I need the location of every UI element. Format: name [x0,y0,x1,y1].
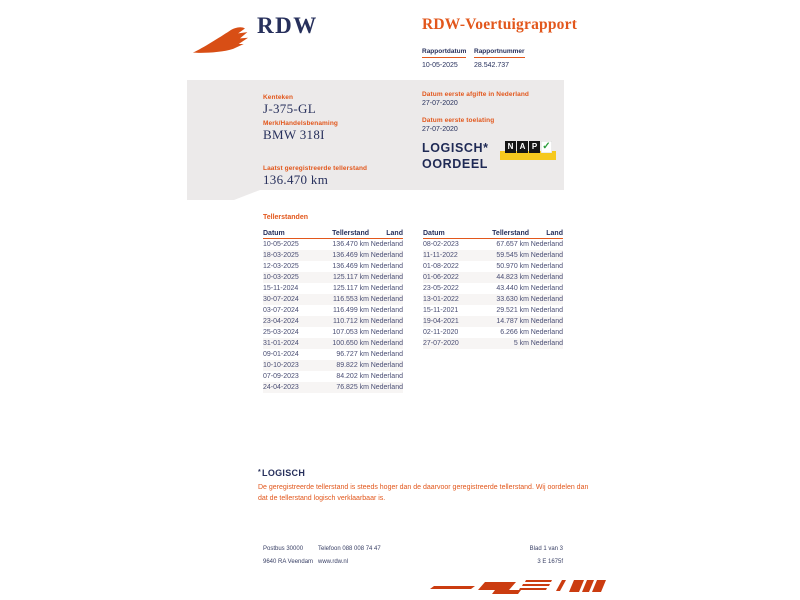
cell-land: Nederland [370,373,403,380]
cell-datum: 24-04-2023 [263,384,299,391]
cell-datum: 03-07-2024 [263,307,299,314]
cell-datum: 23-05-2022 [423,285,459,292]
table-row [263,283,403,294]
table-row [423,338,563,349]
cell-tellerstand: 125.117 km [332,285,369,292]
cell-land: Nederland [530,340,563,347]
cell-datum: 13-01-2022 [423,296,459,303]
cell-tellerstand: 125.117 km [332,274,369,281]
cell-datum: 27-07-2020 [423,340,459,347]
laatste-tellerstand-value: 136.470 km [263,172,329,187]
cell-land: Nederland [530,296,563,303]
table-row [263,239,403,250]
cell-land: Nederland [530,285,563,292]
vehicle-summary-panel [187,80,564,200]
cell-datum: 09-01-2024 [263,351,299,358]
cell-tellerstand: 110.712 km [332,318,369,325]
cell-datum: 15-11-2024 [263,285,299,292]
table-row [263,371,403,382]
cell-datum: 15-11-2021 [423,307,459,314]
merk-label: Merk/Handelsbenaming [263,120,338,127]
cell-tellerstand: 76.825 km [336,384,369,391]
cell-land: Nederland [370,318,403,325]
table-body [263,239,403,393]
cell-land: Nederland [370,274,403,281]
footnote-asterisk: * [258,469,262,476]
header-datum: Datum [263,230,285,237]
cell-land: Nederland [370,329,403,336]
table-row [263,382,403,393]
cell-land: Nederland [530,252,563,259]
cell-datum: 07-09-2023 [263,373,299,380]
cell-datum: 11-11-2022 [423,252,458,259]
footer-city: 9640 RA Veendam [263,558,314,565]
table-row [423,272,563,283]
tellerstanden-tables [263,226,563,393]
footer-form-code: 3 E 1675f [537,558,563,565]
footnote-title [258,468,598,478]
table-row [263,250,403,261]
cell-land: Nederland [370,307,403,314]
footer-address [263,543,313,568]
cell-datum: 10-05-2025 [263,241,299,248]
table-row [423,250,563,261]
cell-tellerstand: 29.521 km [496,307,529,314]
cell-land: Nederland [530,274,563,281]
cell-tellerstand: 44.823 km [496,274,529,281]
rdw-logo-text: RDW [257,13,318,38]
table-row [423,261,563,272]
nap-checkmark-icon: ✓ [542,141,551,152]
footer-website-link[interactable]: www.rdw.nl [318,558,349,565]
cell-land: Nederland [370,241,403,248]
cell-datum: 02-11-2020 [423,329,459,336]
table-body [423,239,563,349]
table-row [423,305,563,316]
footer-phone: Telefoon 088 008 74 47 [318,546,381,552]
cell-land: Nederland [530,241,563,248]
panel-corner-notch [234,190,564,200]
header-datum: Datum [423,230,445,237]
cell-datum: 19-04-2021 [423,318,459,325]
tellerstanden-table-right [423,226,563,393]
cell-tellerstand: 89.822 km [336,362,369,369]
report-title: RDW-Voertuigrapport [422,16,578,33]
rapportnummer-value: 28.542.737 [474,61,510,69]
logisch-footnote [258,468,598,504]
merk-value: BMW 318I [263,127,325,142]
footnote-title-text: LOGISCH [262,468,306,478]
cell-land: Nederland [370,263,403,270]
table-row [263,272,403,283]
cell-tellerstand: 14.787 km [496,318,529,325]
table-header-row [423,226,563,239]
cell-tellerstand: 50.970 km [496,263,529,270]
cell-land: Nederland [370,340,403,347]
oordeel-text [422,140,489,172]
header-tellerstand: Tellerstand [492,230,529,237]
header-tellerstand: Tellerstand [332,230,369,237]
header-land: Land [386,230,403,237]
cell-tellerstand: 136.470 km [332,241,369,248]
table-row [423,283,563,294]
rapportdatum-block [422,40,466,69]
header-land: Land [546,230,563,237]
cell-tellerstand: 6.266 km [500,329,529,336]
cell-land: Nederland [530,263,563,270]
cell-land: Nederland [370,351,403,358]
cell-tellerstand: 136.469 km [332,263,369,270]
rdw-speed-pattern-icon [428,576,612,598]
nap-logo [505,141,557,157]
oordeel-line1: LOGISCH* [422,141,489,155]
footer-page-number: Blad 1 van 3 [529,546,563,552]
table-row [263,305,403,316]
cell-tellerstand: 96.727 km [336,351,369,358]
cell-tellerstand: 5 km [513,340,529,347]
cell-datum: 01-06-2022 [423,274,459,281]
cell-land: Nederland [370,384,403,391]
table-row [263,316,403,327]
cell-land: Nederland [370,252,403,259]
cell-datum: 30-07-2024 [263,296,299,303]
table-row [263,360,403,371]
tellerstanden-table-left [263,226,403,393]
cell-datum: 31-01-2024 [263,340,299,347]
nap-letter-p: P [529,141,540,153]
cell-datum: 12-03-2025 [263,263,299,270]
tellerstanden-section-title: Tellerstanden [263,214,308,221]
footer-pageinfo [530,543,563,568]
table-header-row [263,226,403,239]
table-row [263,327,403,338]
oordeel-line2: OORDEEL [422,157,489,171]
footer-postbus: Postbus 30000 [263,546,304,552]
toelating-label: Datum eerste toelating [422,117,495,124]
toelating-value: 27-07-2020 [422,126,458,133]
rapportnummer-label: Rapportnummer [474,48,525,58]
cell-datum: 10-10-2023 [263,362,299,369]
table-row [263,261,403,272]
table-row [423,294,563,305]
cell-tellerstand: 67.657 km [496,241,529,248]
table-row [423,327,563,338]
cell-tellerstand: 116.499 km [332,307,369,314]
nap-letter-n: N [505,141,516,153]
cell-tellerstand: 59.545 km [496,252,529,259]
table-row [263,294,403,305]
cell-datum: 18-03-2025 [263,252,299,259]
cell-datum: 08-02-2023 [423,241,459,248]
cell-datum: 23-04-2024 [263,318,299,325]
afgifte-label: Datum eerste afgifte in Nederland [422,91,529,98]
footnote-text: De geregistreerde tellerstand is steeds hoger dan de daarvoor geregistreerde tellerstand. Wij oordelen dan dat de tellerstand logisch verklaarbaar is. [258,484,589,502]
cell-tellerstand: 116.553 km [332,296,369,303]
cell-tellerstand: 136.469 km [332,252,369,259]
cell-land: Nederland [370,285,403,292]
table-row [263,349,403,360]
table-row [423,239,563,250]
table-row [423,316,563,327]
cell-land: Nederland [370,362,403,369]
cell-tellerstand: 84.202 km [336,373,369,380]
cell-datum: 25-03-2024 [263,329,299,336]
table-row [263,338,403,349]
cell-tellerstand: 107.053 km [332,329,369,336]
cell-land: Nederland [530,329,563,336]
cell-land: Nederland [530,307,563,314]
cell-tellerstand: 100.650 km [332,340,369,347]
rdw-wing-logo-icon [191,20,253,58]
nap-letter-a: A [517,141,528,153]
cell-datum: 01-08-2022 [423,263,459,270]
footer-contact [318,543,381,568]
afgifte-value: 27-07-2020 [422,100,458,107]
cell-tellerstand: 33.630 km [496,296,529,303]
kenteken-value: J-375-GL [263,101,316,116]
cell-land: Nederland [370,296,403,303]
cell-land: Nederland [530,318,563,325]
rapportnummer-block [474,40,525,69]
cell-tellerstand: 43.440 km [496,285,529,292]
kenteken-label: Kenteken [263,94,294,101]
laatste-tellerstand-label: Laatst geregistreerde tellerstand [263,165,368,172]
rapportdatum-label: Rapportdatum [422,48,466,58]
rapportdatum-value: 10-05-2025 [422,61,458,69]
cell-datum: 10-03-2025 [263,274,299,281]
